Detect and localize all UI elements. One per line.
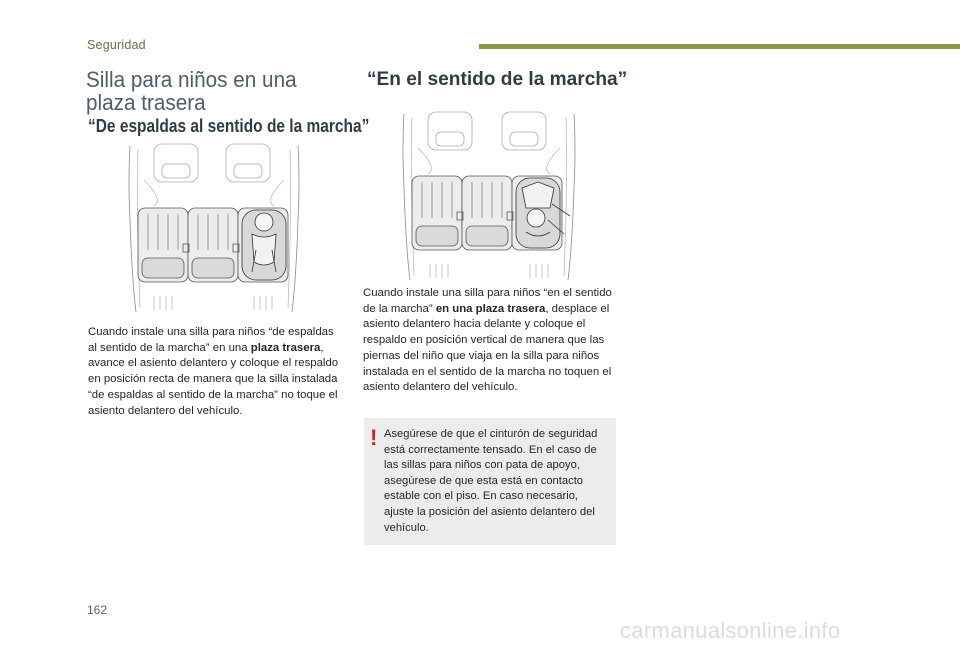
forward-facing-instructions [363,286,613,396]
rear-facing-bold: plaza trasera [250,341,321,354]
page-title: Silla para niños en una plaza trasera [86,67,297,115]
rear-facing-text-2: , avance el asiento delantero y coloque el respaldo en posición recta de manera que la silla instalada “de espaldas al sentido de la marcha” no toque el asiento delantero del vehículo. [88,341,339,417]
rear-facing-text-1: Cuando instale una silla para niños “de espaldas al sentido de la marcha” en una [88,326,334,354]
section-label: Seguridad [87,38,146,52]
subtitle-rear-facing: “De espaldas al sentido de la marcha” [88,116,370,136]
forward-facing-text-1: Cuando instale una silla para niños “en el sentido de la marcha” [363,287,612,315]
rear-facing-child-seat-diagram [124,140,304,315]
forward-facing-child-seat-diagram [398,108,580,283]
warning-text: Asegúrese de que el cinturón de seguridad está correctamente tensado. En el caso de las sillas para niños con pata de apoyo, asegúrese de que esta está en contacto estable con el piso. En caso necesario, ajuste la posición del asiento delantero del vehículo. [384,428,598,534]
page-number: 162 [87,603,108,617]
rear-facing-instructions [88,325,344,419]
subtitle-forward-facing: “En el sentido de la marcha” [367,68,628,90]
watermark: carmanualsonline.info [620,618,841,643]
forward-facing-bold: en una plaza trasera [435,302,546,315]
exclamation-icon: ! [370,425,378,450]
header-bar [479,44,960,49]
forward-facing-text-2: , desplace el asiento delantero hacia delante y coloque el respaldo en posición vertical de manera que las piernas del niño que viaja en la silla para niños instalada en el sentido de la marcha no toquen el asiento delantero del vehículo. [363,302,612,394]
